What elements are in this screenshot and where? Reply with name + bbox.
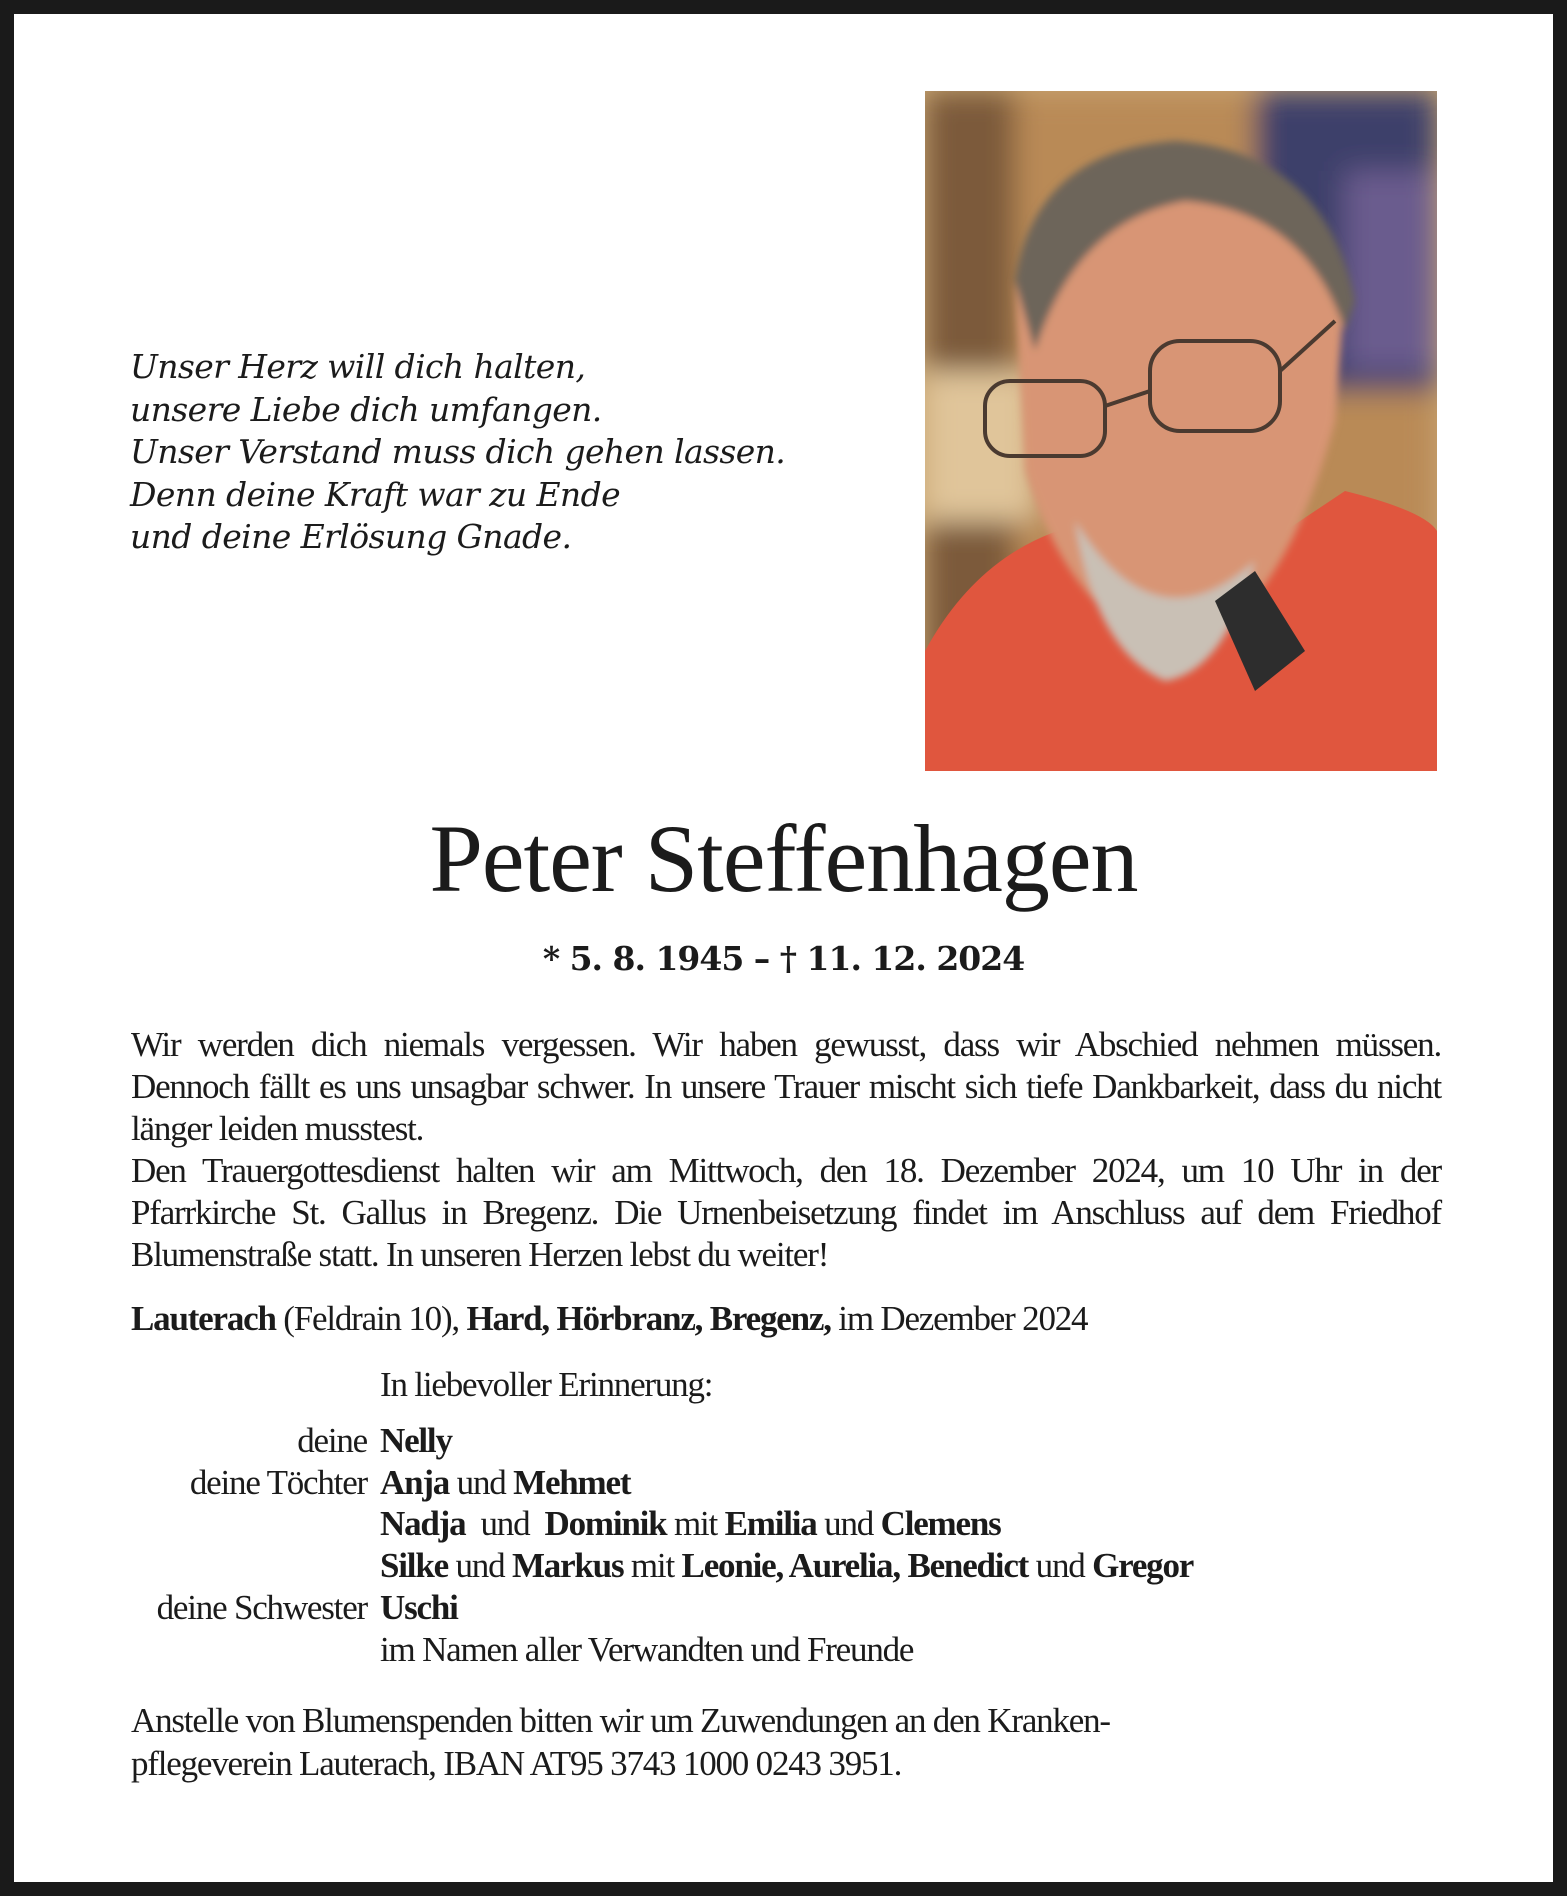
connector: und	[465, 1504, 545, 1544]
deceased-name: Peter Steffenhagen	[429, 805, 1138, 912]
main-content	[14, 1024, 1553, 1785]
family-name: Markus	[511, 1546, 624, 1586]
paragraph-service: Den Trauergottesdienst halten wir am Mittwoch, den 18. Dezember 2024, um 10 Uhr in der Pfarrkirche St. Gallus in Bregenz. Die Urnenbeisetzung findet im Anschluss auf dem Friedhof Blumenstraße statt. In unseren Herzen lebst du weiter!	[131, 1151, 1441, 1274]
intro: In liebevoller Erinnerung:	[380, 1365, 713, 1404]
family-name: Mehmet	[513, 1462, 631, 1502]
poem-line: unsere Liebe dich umfangen.	[130, 389, 602, 429]
relation-label: deine Schwester	[156, 1587, 367, 1627]
family-name: Emilia	[724, 1504, 817, 1544]
donation-line: pflegeverein Lauterach, IBAN AT95 3743 1000 0243 3951.	[131, 1743, 902, 1783]
place-lauterach: Lauterach	[131, 1299, 276, 1338]
connector: und	[816, 1504, 881, 1544]
closing: im Namen aller Verwandten und Freunde	[380, 1629, 914, 1669]
family-name: Gregor	[1092, 1546, 1194, 1586]
family-name: Clemens	[880, 1504, 1001, 1544]
wife-name: Nelly	[380, 1420, 452, 1460]
obituary-text	[131, 1024, 1441, 1276]
family-name: Nadja	[380, 1504, 466, 1544]
donation-line: Anstelle von Blumenspenden bitten wir um Zuwendungen an den Kranken-	[131, 1700, 1110, 1740]
obituary-page	[14, 14, 1553, 1882]
place-and-date	[131, 1298, 1553, 1340]
relation-label: deine Töchter	[189, 1462, 367, 1502]
family-list	[14, 1364, 1553, 1671]
connector: und	[447, 1546, 512, 1586]
family-name: Leonie, Aurelia, Benedict	[681, 1546, 1029, 1586]
life-dates: * 5. 8. 1945 – † 11. 12. 2024	[542, 939, 1025, 978]
places: Hard, Hörbranz, Bregenz,	[466, 1299, 831, 1338]
poem-line: und deine Erlösung Gnade.	[130, 517, 572, 556]
connector: und	[1028, 1546, 1093, 1586]
date: im Dezember 2024	[830, 1299, 1088, 1338]
connector: und	[449, 1462, 514, 1502]
poem	[130, 346, 900, 559]
address: (Feldrain 10),	[275, 1299, 467, 1338]
connector: mit	[666, 1504, 725, 1544]
family-name: Silke	[380, 1546, 448, 1586]
family-name: Anja	[380, 1462, 450, 1502]
family-name: Dominik	[544, 1504, 667, 1544]
poem-line: Denn deine Kraft war zu Ende	[130, 474, 621, 514]
portrait-photo	[925, 91, 1437, 771]
poem-line: Unser Herz will dich halten,	[130, 347, 586, 386]
sister-name: Uschi	[380, 1587, 458, 1627]
donation-note	[131, 1699, 1553, 1785]
poem-line: Unser Verstand muss dich gehen lassen.	[130, 432, 786, 471]
relation-label: deine	[297, 1420, 367, 1460]
paragraph-farewell: Wir werden dich niemals vergessen. Wir haben gewusst, dass wir Abschied nehmen müssen. Dennoch fällt es uns unsagbar schwer. In unsere Trauer mischt sich tiefe Dankbarkeit, dass du nicht länger leiden musstest.	[131, 1025, 1441, 1148]
connector: mit	[623, 1546, 682, 1586]
